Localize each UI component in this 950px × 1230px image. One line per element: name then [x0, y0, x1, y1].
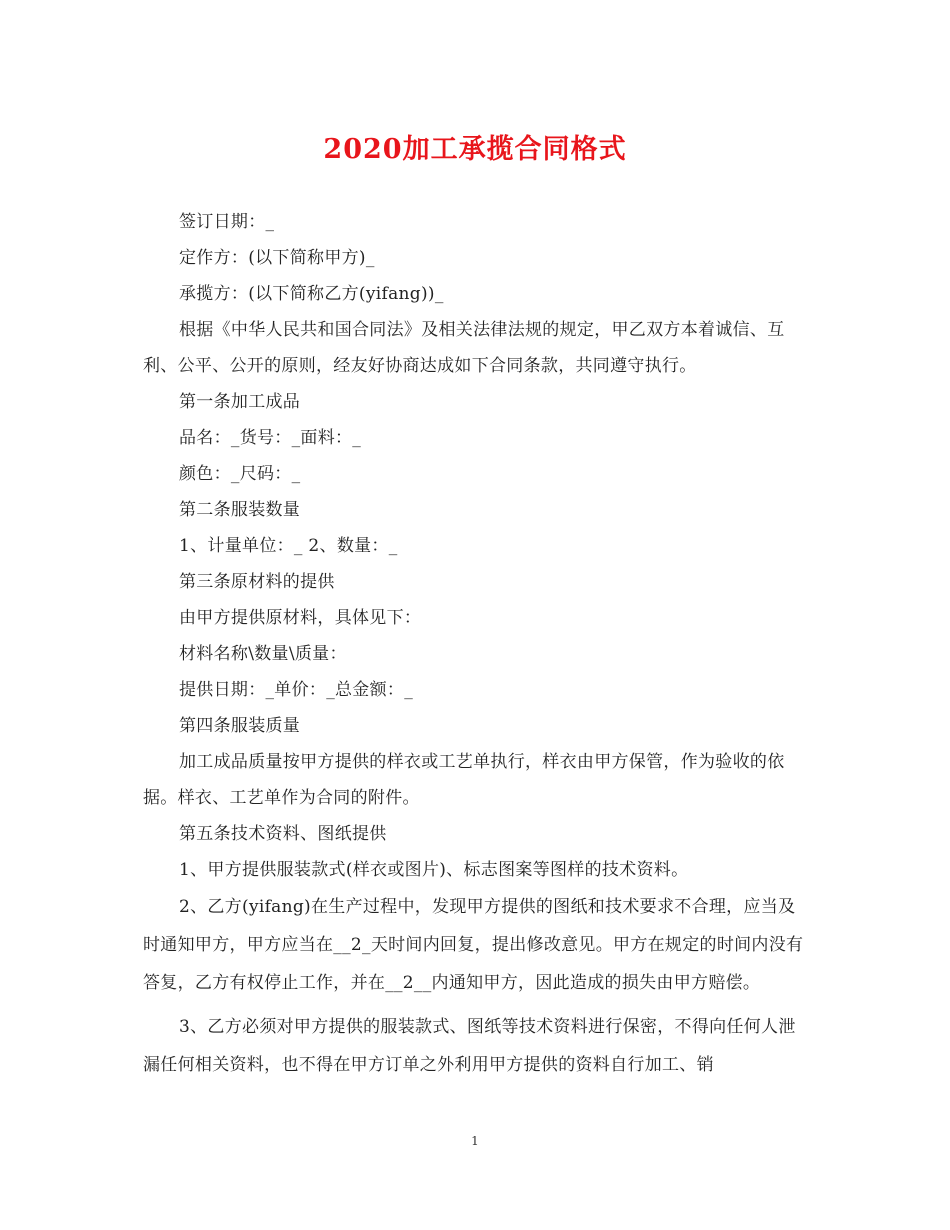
paragraph-preamble: 根据《中华人民共和国合同法》及相关法律法规的规定，甲乙双方本着诚信、互利、公平、公开的原则，经友好协商达成如下合同条款，共同遵守执行。 [143, 320, 785, 376]
paragraph-material-name: 材料名称\数量\质量： [179, 644, 347, 664]
section-heading-3: 第三条原材料的提供 [179, 572, 335, 592]
paragraph-quantity: 1、计量单位：_ 2、数量：_ [179, 536, 398, 556]
paragraph-party-b: 承揽方：(以下简称乙方(yifang))_ [179, 284, 444, 304]
paragraph-supply-date: 提供日期：_单价：_总金额：_ [179, 680, 413, 700]
paragraph-tech-1: 1、甲方提供服装款式(样衣或图片)、标志图案等图样的技术资料。 [179, 860, 689, 880]
page-number: 1 [471, 1134, 479, 1148]
section-heading-5: 第五条技术资料、图纸提供 [179, 824, 387, 844]
paragraph-tech-3: 3、乙方必须对甲方提供的服装款式、图纸等技术资料进行保密，不得向任何人泄漏任何相关资料，也不得在甲方订单之外利用甲方提供的资料自行加工、销 [143, 1017, 796, 1075]
document-title: 2020加工承揽合同格式 [323, 134, 627, 165]
paragraph-party-a: 定作方：(以下简称甲方)_ [179, 248, 375, 268]
section-heading-1: 第一条加工成品 [179, 392, 301, 412]
section-heading-4: 第四条服装质量 [179, 716, 301, 736]
document-body [143, 204, 807, 1084]
paragraph-quality: 加工成品质量按甲方提供的样衣或工艺单执行，样衣由甲方保管，作为验收的依据。样衣、工艺单作为合同的附件。 [143, 752, 785, 808]
paragraph-product-name: 品名：_货号：_面料：_ [179, 428, 362, 448]
paragraph-signing-date: 签订日期：_ [179, 212, 275, 232]
paragraph-color-size: 颜色：_尺码：_ [179, 464, 301, 484]
section-heading-2: 第二条服装数量 [179, 500, 301, 520]
paragraph-material-supply: 由甲方提供原材料，具体见下： [179, 608, 422, 628]
paragraph-tech-2: 2、乙方(yifang)在生产过程中，发现甲方提供的图纸和技术要求不合理，应当及时通知甲方，甲方应当在__2_天时间内回复，提出修改意见。甲方在规定的时间内没有答复，乙方有权停止工作，并在__2__内通知甲方，因此造成的损失由甲方赔偿。 [143, 897, 804, 993]
